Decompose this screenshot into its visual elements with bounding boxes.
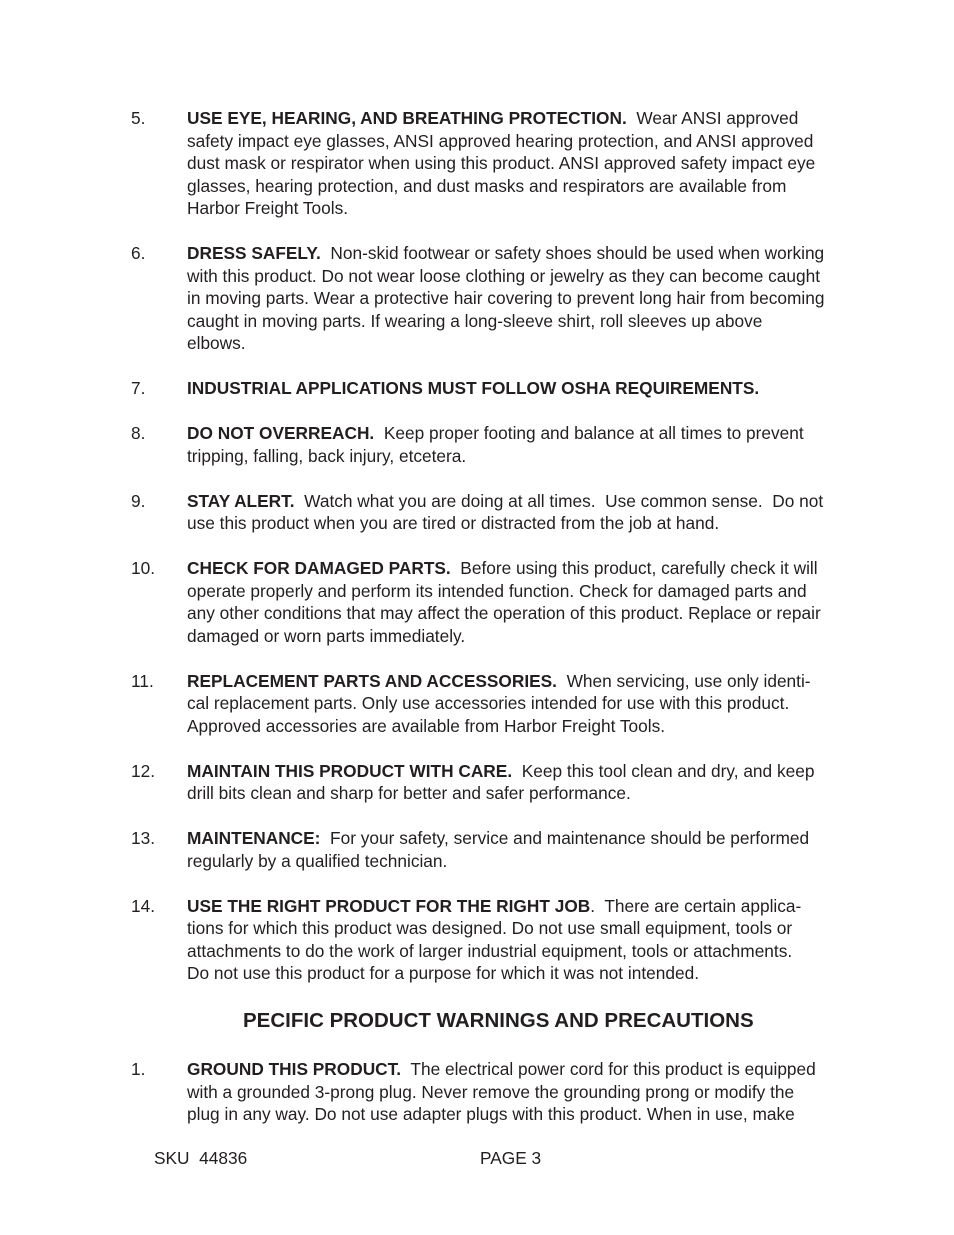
item-text	[187, 895, 887, 985]
item-text	[187, 377, 887, 400]
item-text-line: drill bits clean and sharp for better and safer performance.	[187, 783, 631, 803]
item-text-line: dust mask or respirator when using this product. ANSI approved safety impact eye	[187, 153, 816, 173]
item-text-line: in moving parts. Wear a protective hair covering to prevent long hair from becoming	[187, 288, 825, 308]
item-first-line	[187, 557, 887, 580]
page-content	[0, 107, 954, 1148]
item-text-line: caught in moving parts. If wearing a long-sleeve shirt, roll sleeves up above	[187, 310, 763, 331]
item-heading: STAY ALERT.	[187, 490, 295, 511]
item-text	[187, 557, 887, 647]
item-text-line: . There are certain applica-	[590, 895, 802, 916]
item-first-line	[187, 242, 887, 265]
item-number: 8.	[131, 423, 146, 443]
item-heading: CHECK FOR DAMAGED PARTS.	[187, 558, 451, 578]
item-first-line	[187, 827, 887, 850]
item-number: 11.	[131, 670, 154, 691]
page-footer	[0, 1147, 954, 1169]
item-text-line: When servicing, use only identi-	[556, 670, 811, 691]
item-text	[187, 107, 887, 220]
sku-label: SKU 44836	[154, 1148, 248, 1168]
item-text-line: tripping, falling, back injury, etcetera.	[187, 445, 467, 466]
item-number: 6.	[131, 243, 146, 263]
item-text-line: Harbor Freight Tools.	[187, 198, 349, 218]
item-first-line	[187, 895, 887, 918]
warning-item-12	[0, 760, 954, 805]
page-number: PAGE 3	[480, 1148, 542, 1168]
item-text-line: Do not use this product for a purpose for which it was not intended.	[187, 963, 700, 983]
item-text-line: Wear ANSI approved	[626, 108, 799, 128]
item-text-line: plug in any way. Do not use adapter plugs with this product. When in use, make	[187, 1104, 795, 1124]
item-text-line: safety impact eye glasses, ANSI approved hearing protection, and ANSI approved	[187, 130, 814, 151]
item-text	[187, 760, 887, 805]
item-first-line	[187, 670, 887, 693]
item-number: 14.	[131, 895, 156, 916]
item-heading: INDUSTRIAL APPLICATIONS MUST FOLLOW OSHA REQUIREMENTS.	[187, 378, 760, 398]
item-text-line: Watch what you are doing at all times. Use common sense. Do not	[294, 490, 824, 511]
item-text-line: attachments to do the work of larger industrial equipment, tools or attachments.	[187, 940, 793, 961]
warning-item-6	[0, 242, 954, 355]
warning-item-5	[0, 107, 954, 220]
item-text	[187, 1058, 887, 1126]
item-first-line	[187, 107, 887, 130]
item-first-line	[187, 1058, 887, 1081]
item-first-line	[187, 760, 887, 783]
item-text-line: cal replacement parts. Only use accessories intended for use with this product.	[187, 693, 790, 713]
section-heading: PECIFIC PRODUCT WARNINGS AND PRECAUTIONS	[243, 1009, 754, 1032]
item-text	[187, 670, 887, 738]
item-heading: GROUND THIS PRODUCT.	[187, 1059, 402, 1079]
warning-item-13	[0, 827, 954, 872]
item-number: 5.	[131, 108, 146, 128]
item-text-line: Keep this tool clean and dry, and keep	[512, 760, 815, 781]
item-text-line: glasses, hearing protection, and dust masks and respirators are available from	[187, 175, 787, 196]
item-text	[187, 827, 887, 872]
item-heading: MAINTENANCE:	[187, 828, 321, 848]
item-text-line: tions for which this product was designed. Do not use small equipment, tools or	[187, 918, 793, 938]
item-heading: USE EYE, HEARING, AND BREATHING PROTECTION.	[187, 108, 627, 128]
item-text-line: Before using this product, carefully check it will	[450, 558, 818, 578]
item-text-line: with this product. Do not wear loose clothing or jewelry as they can become caught	[187, 265, 821, 286]
item-number: 10.	[131, 558, 156, 578]
warning-item-8	[0, 422, 954, 467]
warning-item-11	[0, 670, 954, 738]
item-first-line	[187, 490, 887, 513]
item-heading: USE THE RIGHT PRODUCT FOR THE RIGHT JOB	[187, 895, 591, 916]
warning-item-9	[0, 490, 954, 535]
item-text-line: Non-skid footwear or safety shoes should be used when working	[320, 243, 825, 263]
warning-item-7	[0, 377, 954, 400]
item-heading: DO NOT OVERREACH.	[187, 423, 375, 443]
item-text-line: The electrical power cord for this product is equipped	[401, 1059, 816, 1079]
item-number: 7.	[131, 378, 146, 398]
specific-warning-item-1	[0, 1058, 954, 1126]
item-text-line: use this product when you are tired or distracted from the job at hand.	[187, 513, 720, 533]
item-text-line: elbows.	[187, 333, 246, 353]
item-text-line: regularly by a qualified technician.	[187, 850, 448, 871]
item-text-line: Approved accessories are available from Harbor Freight Tools.	[187, 715, 666, 736]
item-number: 12.	[131, 760, 156, 781]
item-first-line	[187, 422, 887, 445]
item-number: 1.	[131, 1059, 146, 1079]
item-heading: MAINTAIN THIS PRODUCT WITH CARE.	[187, 760, 513, 781]
warning-item-14	[0, 895, 954, 985]
warning-item-10	[0, 557, 954, 647]
item-text-line: with a grounded 3-prong plug. Never remove the grounding prong or modify the	[187, 1081, 795, 1102]
item-text	[187, 242, 887, 355]
item-text-line: any other conditions that may affect the operation of this product. Replace or repair	[187, 603, 821, 623]
item-first-line	[187, 377, 887, 400]
item-text-line: damaged or worn parts immediately.	[187, 625, 466, 646]
item-number: 9.	[131, 490, 146, 511]
item-heading: DRESS SAFELY.	[187, 243, 321, 263]
item-heading: REPLACEMENT PARTS AND ACCESSORIES.	[187, 670, 557, 691]
item-text	[187, 422, 887, 467]
item-text-line: For your safety, service and maintenance should be performed	[320, 828, 810, 848]
item-text	[187, 490, 887, 535]
item-number: 13.	[131, 828, 156, 848]
item-text-line: Keep proper footing and balance at all times to prevent	[374, 423, 804, 443]
item-text-line: operate properly and perform its intended function. Check for damaged parts and	[187, 580, 807, 601]
